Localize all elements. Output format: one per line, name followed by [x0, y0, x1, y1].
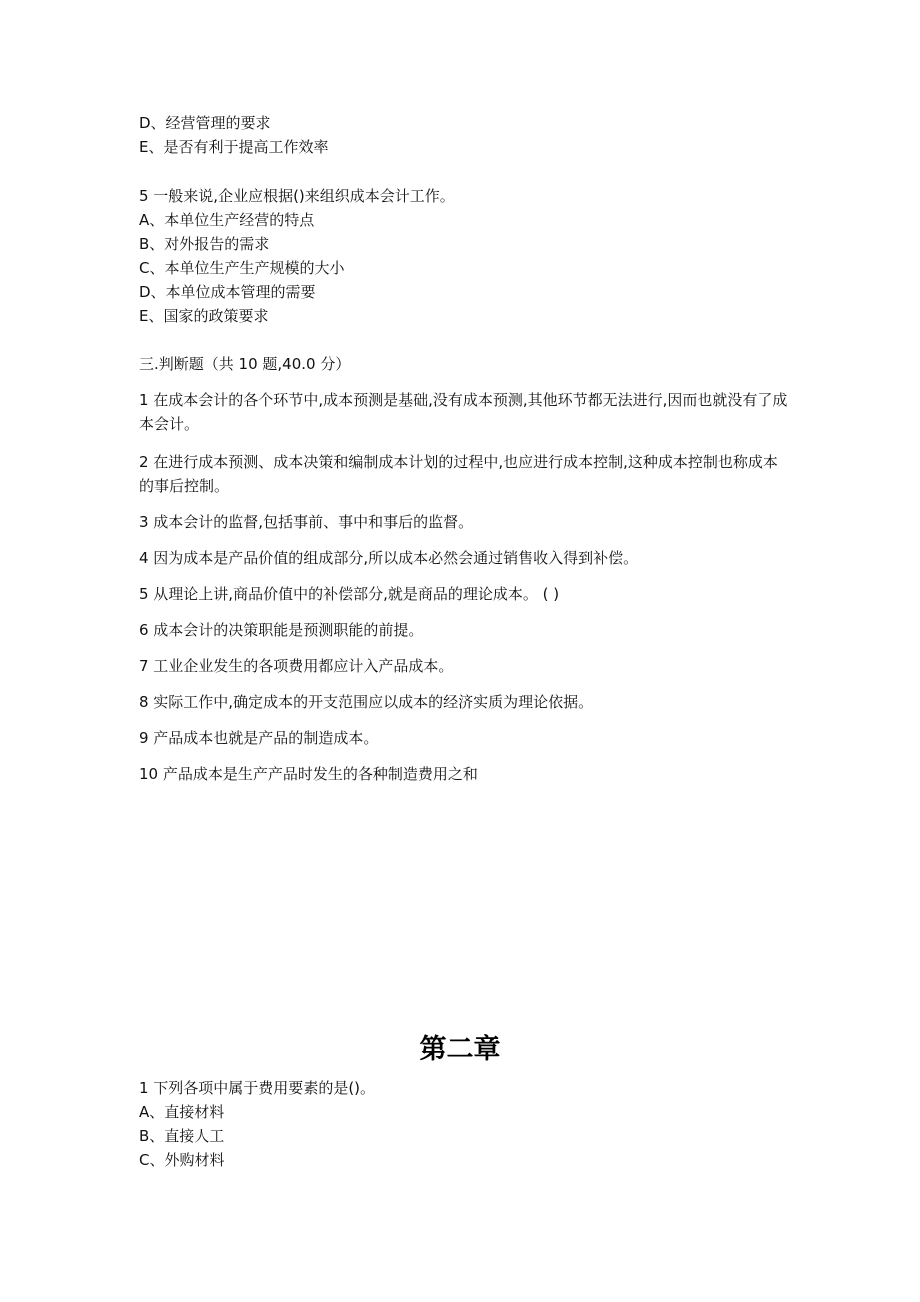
tf-question-1: 1 在成本会计的各个环节中,成本预测是基础,没有成本预测,其他环节都无法进行,因而也就没有了成本会计。 — [139, 391, 788, 433]
tf-question-5: 5 从理论上讲,商品价值中的补偿部分,就是商品的理论成本。 ( ) — [139, 585, 560, 603]
section3-heading: 三.判断题（共 10 题,40.0 分） — [139, 355, 351, 373]
tf-question-10: 10 产品成本是生产产品时发生的各种制造费用之和 — [139, 765, 478, 783]
q5-option-a: A、本单位生产经营的特点 — [139, 211, 315, 229]
q5-stem: 5 一般来说,企业应根据()来组织成本会计工作。 — [139, 187, 455, 205]
tf-question-6: 6 成本会计的决策职能是预测职能的前提。 — [139, 621, 424, 639]
q5-option-b: B、对外报告的需求 — [139, 235, 270, 253]
q4-option-e: E、是否有利于提高工作效率 — [139, 138, 329, 156]
tf-question-8: 8 实际工作中,确定成本的开支范围应以成本的经济实质为理论依据。 — [139, 693, 594, 711]
tf-question-3: 3 成本会计的监督,包括事前、事中和事后的监督。 — [139, 513, 474, 531]
q5-option-e: E、国家的政策要求 — [139, 307, 269, 325]
q5-option-c: C、本单位生产生产规模的大小 — [139, 259, 345, 277]
ch2-q1-stem: 1 下列各项中属于费用要素的是()。 — [139, 1079, 376, 1097]
tf-question-2: 2 在进行成本预测、成本决策和编制成本计划的过程中,也应进行成本控制,这种成本控制也称成本的事后控制。 — [139, 453, 778, 495]
tf-question-9: 9 产品成本也就是产品的制造成本。 — [139, 729, 379, 747]
q4-option-d: D、经营管理的要求 — [139, 114, 271, 132]
ch2-q1-option-a: A、直接材料 — [139, 1103, 225, 1121]
ch2-q1-option-b: B、直接人工 — [139, 1127, 225, 1145]
chapter-title: 第二章 — [419, 1034, 501, 1065]
ch2-q1-option-c: C、外购材料 — [139, 1151, 225, 1169]
q5-option-d: D、本单位成本管理的需要 — [139, 283, 316, 301]
tf-question-7: 7 工业企业发生的各项费用都应计入产品成本。 — [139, 657, 454, 675]
tf-question-4: 4 因为成本是产品价值的组成部分,所以成本必然会通过销售收入得到补偿。 — [139, 549, 639, 567]
